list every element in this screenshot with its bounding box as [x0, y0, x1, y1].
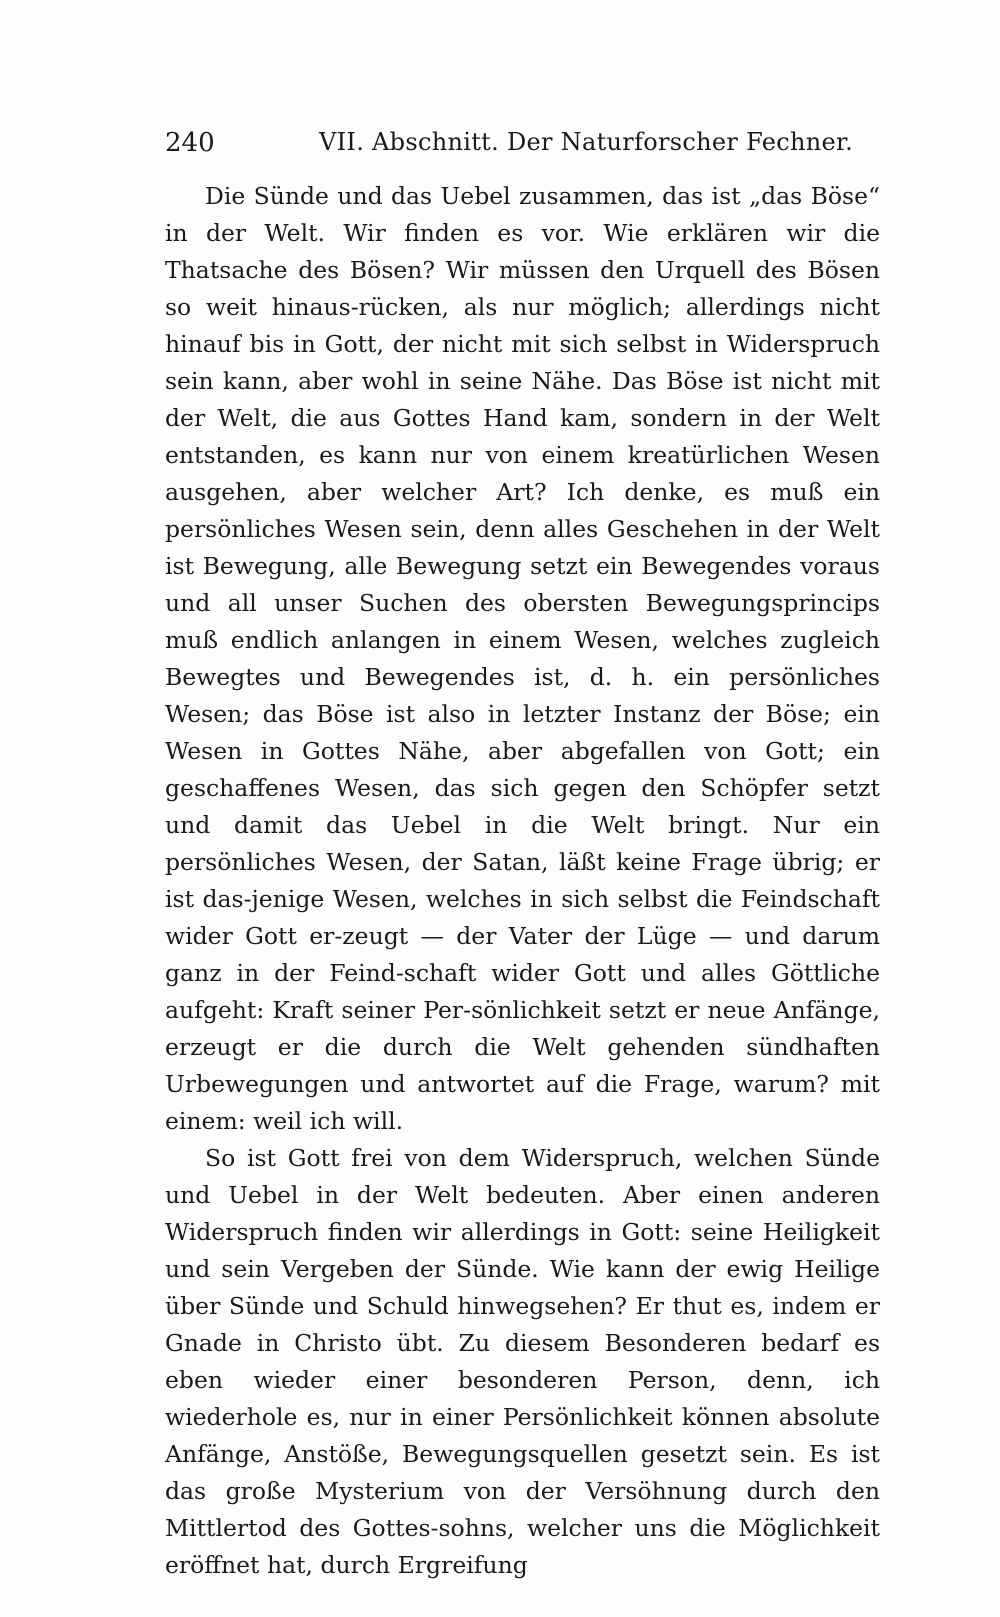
page-number: 240 — [165, 128, 215, 158]
body-text — [165, 178, 880, 1584]
running-head: VII. Abschnitt. Der Naturforscher Fechner. — [319, 128, 854, 156]
paragraph-2: So ist Gott frei von dem Widerspruch, welchen Sünde und Uebel in der Welt bedeuten. Aber einen anderen Widerspruch finden wir allerdings in Gott: seine Heiligkeit und sein Vergeben der Sünde. Wie kann der ewig Heilige über Sünde und Schuld hinwegsehen? Er thut es, indem er Gnade in Christo übt. Zu diesem Besonderen bedarf es eben wieder einer besonderen Person, denn, ich wiederhole es, nur in einer Persönlichkeit können absolute Anfänge, Anstöße, Bewegungsquellen gesetzt sein. Es ist das große Mysterium von der Versöhnung durch den Mittlertod des Gottes-sohns, welcher uns die Möglichkeit eröffnet hat, durch Ergreifung — [165, 1144, 880, 1579]
page-header — [165, 128, 880, 158]
paragraph-1: Die Sünde und das Uebel zusammen, das ist „das Böse“ in der Welt. Wir finden es vor. Wie erklären wir die Thatsache des Bösen? Wir müssen den Urquell des Bösen so weit hinaus-rücken, als nur möglich; allerdings nicht hinauf bis in Gott, der nicht mit sich selbst in Widerspruch sein kann, aber wohl in seine Nähe. Das Böse ist nicht mit der Welt, die aus Gottes Hand kam, sondern in der Welt entstanden, es kann nur von einem kreatürlichen Wesen ausgehen, aber welcher Art? Ich denke, es muß ein persönliches Wesen sein, denn alles Geschehen in der Welt ist Bewegung, alle Bewegung setzt ein Bewegendes voraus und all unser Suchen des obersten Bewegungsprincips muß endlich anlangen in einem Wesen, welches zugleich Bewegtes und Bewegendes ist, d. h. ein persönliches Wesen; das Böse ist also in letzter Instanz der Böse; ein Wesen in Gottes Nähe, aber abgefallen von Gott; ein geschaffenes Wesen, das sich gegen den Schöpfer setzt und damit das Uebel in die Welt bringt. Nur ein persönliches Wesen, der Satan, läßt keine Frage übrig; er ist das-jenige Wesen, welches in sich selbst die Feindschaft wider Gott er-zeugt — der Vater der Lüge — und darum ganz in der Feind-schaft wider Gott und alles Göttliche aufgeht: Kraft seiner Per-sönlichkeit setzt er neue Anfänge, erzeugt er die durch die Welt gehenden sündhaften Urbewegungen und antwortet auf die Frage, warum? mit einem: weil ich will. — [165, 182, 880, 1135]
